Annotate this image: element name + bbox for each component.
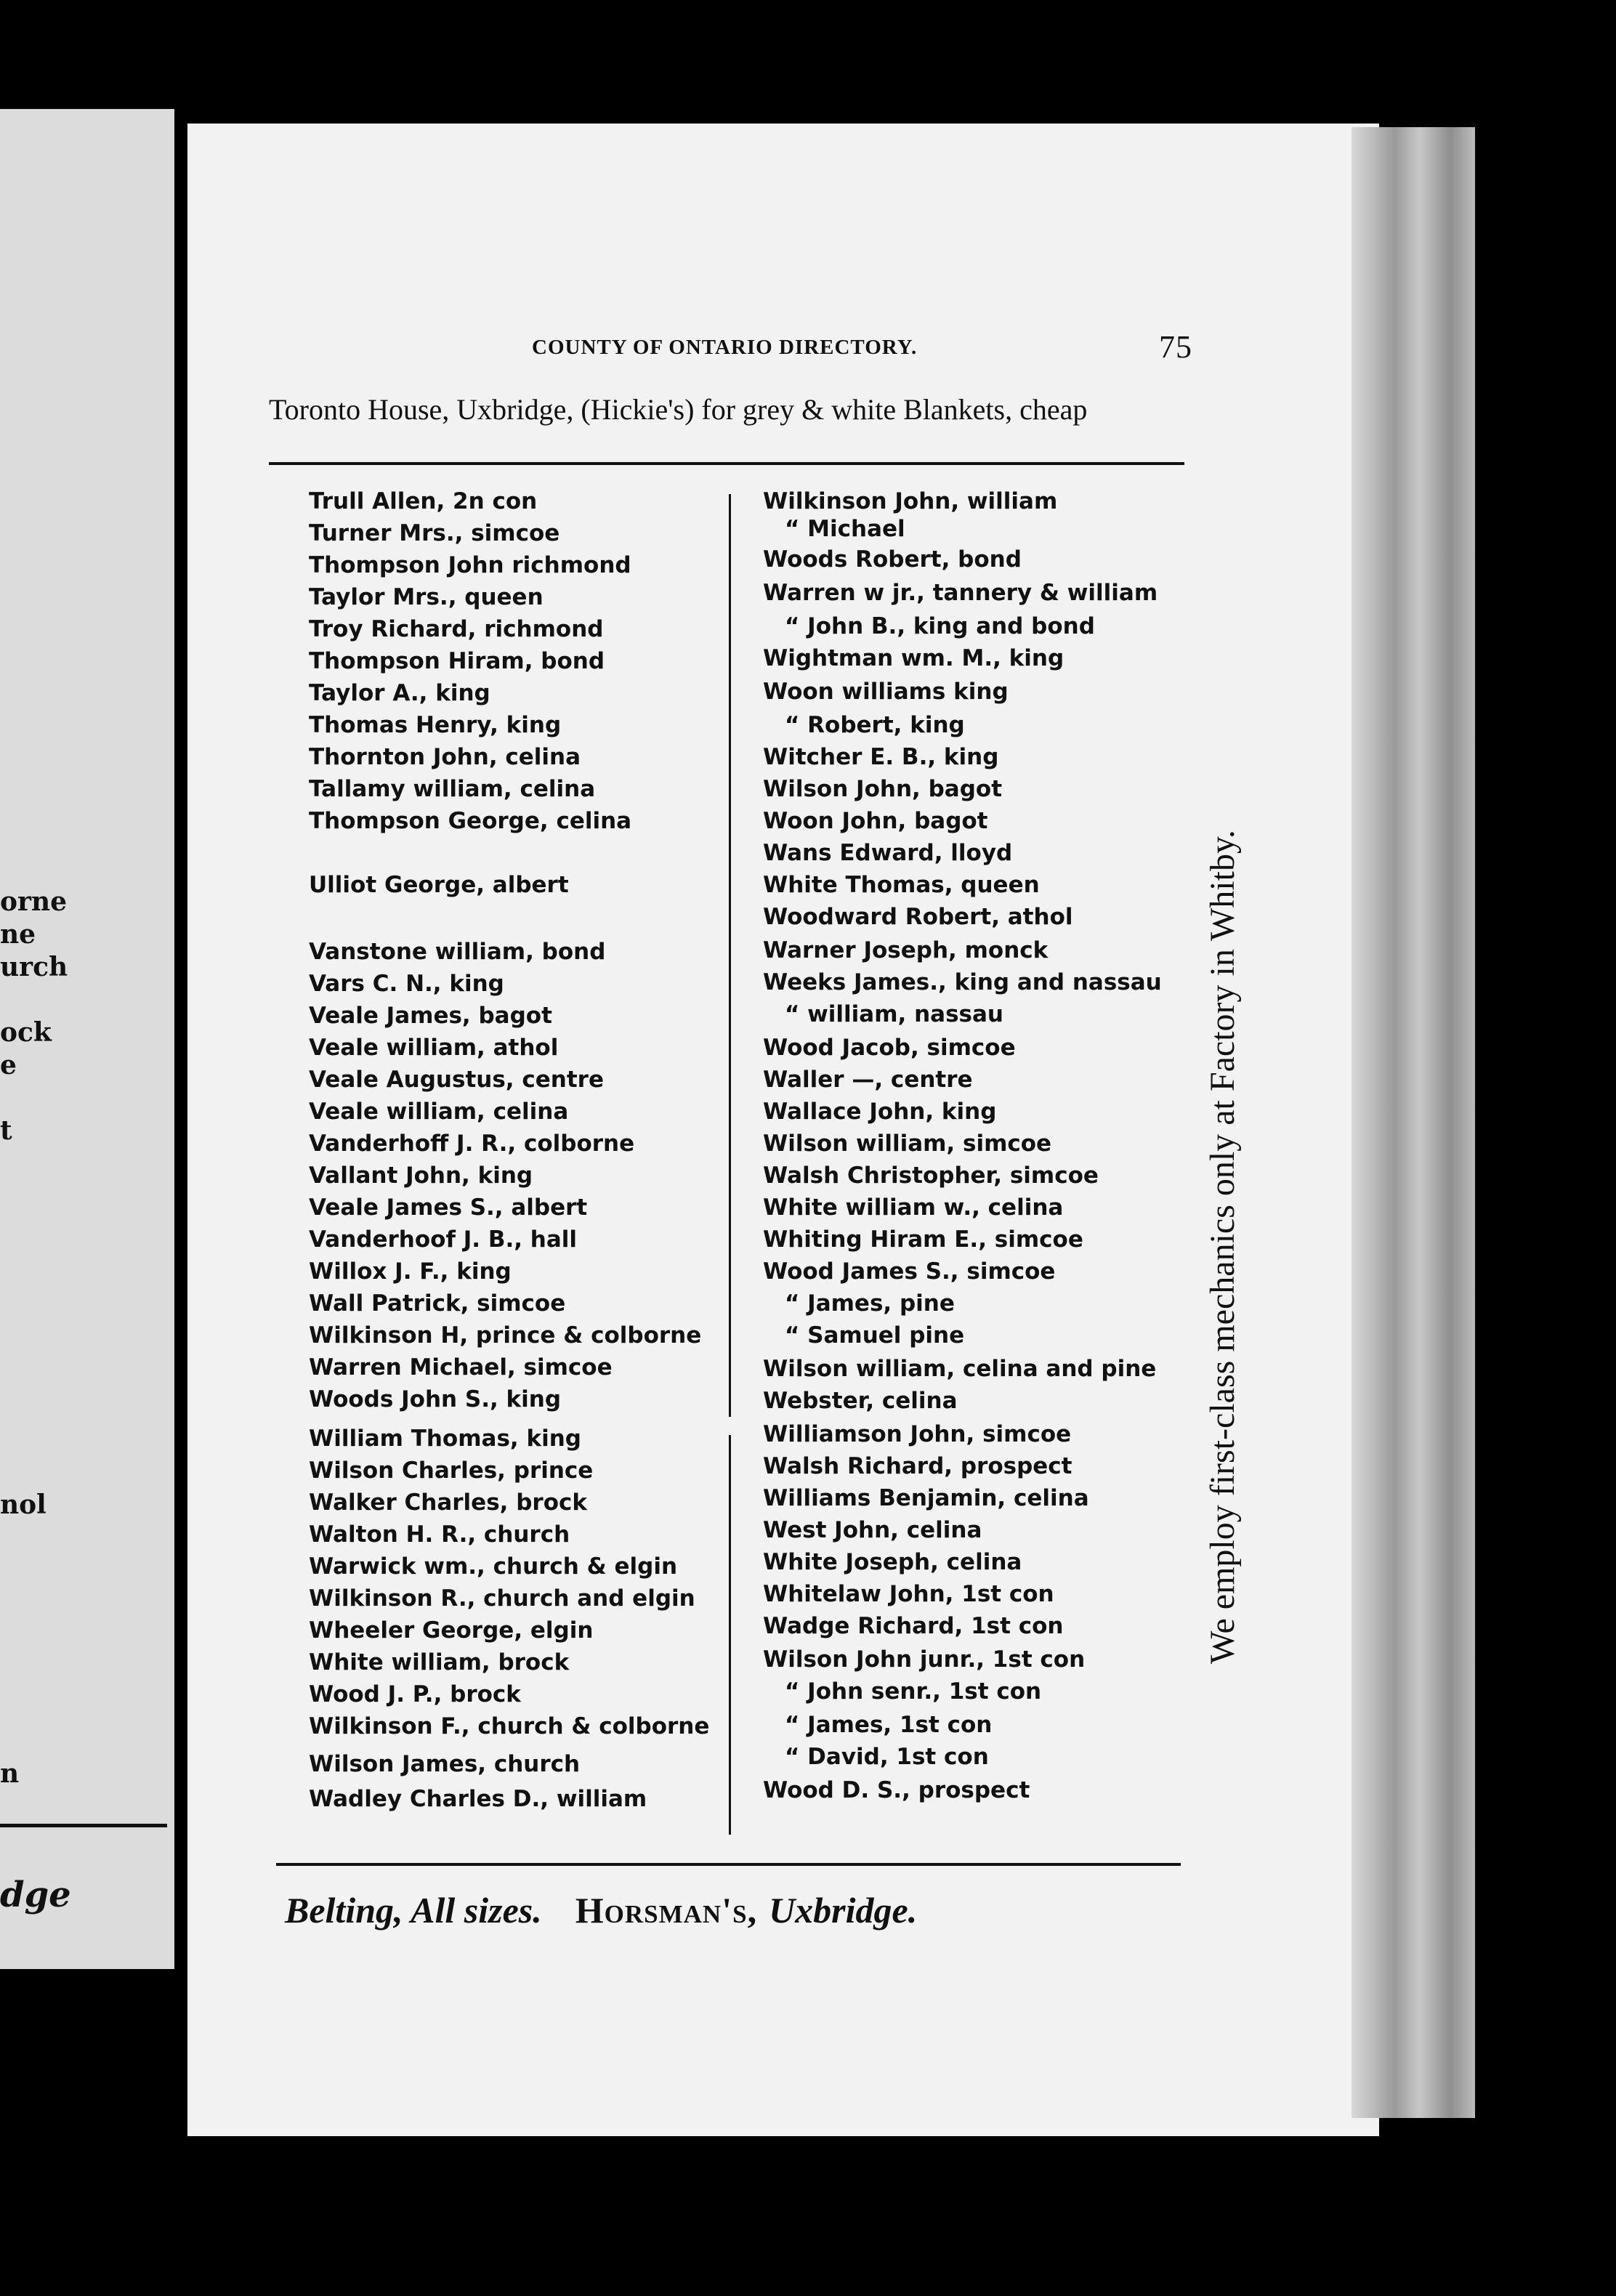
directory-entry: Wilkinson H, prince & colborne [309,1322,702,1349]
page-number: 75 [1159,329,1192,365]
directory-entry: Wilson william, celina and pine [763,1356,1157,1382]
directory-entry: Veale James S., albert [309,1195,588,1221]
directory-entry: Wans Edward, lloyd [763,840,1013,866]
running-title: COUNTY OF ONTARIO DIRECTORY. [532,336,918,359]
directory-entry: Webster, celina [763,1388,958,1414]
directory-entry: Vanderhoff J. R., colborne [309,1131,635,1157]
directory-entry: Taylor Mrs., queen [309,584,544,610]
directory-entry: Walker Charles, brock [309,1489,587,1516]
directory-entry: Wightman wm. M., king [763,645,1064,671]
directory-entry: Wilkinson R., church and elgin [309,1585,695,1612]
directory-entry: Williams Benjamin, celina [763,1485,1089,1511]
directory-entry: Veale william, celina [309,1099,569,1125]
left-page-fragment: nol [0,1489,47,1520]
directory-entry: Wilkinson John, william [763,488,1058,514]
directory-entry: Wadge Richard, 1st con [763,1613,1064,1639]
directory-entry: Woods John S., king [309,1386,562,1412]
directory-entry: Ulliot George, albert [309,872,569,898]
directory-entry: “ Michael [785,516,905,542]
directory-entry: Witcher E. B., king [763,744,999,770]
bottom-ad-town: Uxbridge. [769,1890,918,1931]
left-page-rule [0,1824,167,1827]
directory-entry: Wall Patrick, simcoe [309,1290,566,1317]
directory-entry: William Thomas, king [309,1426,581,1452]
directory-entry: Troy Richard, richmond [309,616,604,642]
directory-entry: “ Samuel pine [785,1322,965,1349]
directory-entry: Whiting Hiram E., simcoe [763,1226,1083,1253]
directory-entry: Willox J. F., king [309,1258,512,1285]
directory-entry: Thompson George, celina [309,808,632,834]
directory-entry: Thompson Hiram, bond [309,648,605,674]
directory-entry: “ John senr., 1st con [785,1678,1042,1705]
directory-entry: “ Robert, king [785,712,965,738]
directory-entry: “ william, nassau [785,1001,1003,1027]
directory-entry: Veale william, athol [309,1035,559,1061]
directory-entry: Veale James, bagot [309,1003,552,1029]
book-spine [1352,127,1475,2118]
directory-entry: Warren w jr., tannery & william [763,580,1158,606]
directory-entry: Wilson John, bagot [763,776,1003,802]
bottom-rule [276,1863,1181,1866]
left-page-fragment: orne [0,886,68,917]
directory-entry: Woodward Robert, athol [763,904,1073,930]
directory-entry: Warwick wm., church & elgin [309,1553,678,1580]
top-rule [269,462,1184,465]
left-page-fragment: ock [0,1017,52,1048]
directory-entry: Thornton John, celina [309,744,581,770]
directory-entry: Woon williams king [763,679,1009,705]
directory-entry: White william w., celina [763,1195,1064,1221]
directory-entry: Whitelaw John, 1st con [763,1581,1054,1607]
directory-entry: Wood J. P., brock [309,1681,521,1707]
directory-entry: Wood D. S., prospect [763,1777,1030,1803]
left-page-fragment: ne [0,919,36,950]
directory-entry: Walton H. R., church [309,1521,570,1548]
directory-entry: “ James, pine [785,1290,955,1317]
directory-entry: Vars C. N., king [309,971,504,997]
directory-entry: Wheeler George, elgin [309,1617,594,1644]
left-page-fragment: e [0,1050,17,1080]
directory-entry: “ John B., king and bond [785,613,1095,639]
directory-entry: Trull Allen, 2n con [309,488,538,514]
left-page-fragment: urch [0,952,68,982]
directory-entry: Weeks James., king and nassau [763,969,1162,995]
directory-entry: Veale Augustus, centre [309,1067,604,1093]
bottom-ad-product: Belting, All sizes. [285,1890,542,1931]
directory-entry: Vanderhoof J. B., hall [309,1226,578,1253]
left-page-fragment: n [0,1758,20,1789]
directory-entry: Wood Jacob, simcoe [763,1035,1016,1061]
directory-entry: Wilson John junr., 1st con [763,1646,1086,1673]
directory-entry: Wilson Charles, prince [309,1458,594,1484]
directory-entry: Warner Joseph, monck [763,937,1049,963]
directory-entry: Wadley Charles D., william [309,1786,647,1812]
directory-entry: Thomas Henry, king [309,712,562,738]
bottom-ad-maker: Horsman's, [575,1890,758,1931]
directory-entry: Woon John, bagot [763,808,988,834]
directory-entry: Wood James S., simcoe [763,1258,1056,1285]
directory-entry: Walsh Christopher, simcoe [763,1163,1099,1189]
directory-entry: Vallant John, king [309,1163,533,1189]
directory-entry: Waller —, centre [763,1067,973,1093]
side-advertisement: We employ first-class mechanics only at Factory in Whitby. [1203,830,1242,1664]
left-page-fragment: dge [0,1875,71,1915]
directory-entry: Tallamy william, celina [309,776,596,802]
directory-entry: Walsh Richard, prospect [763,1453,1072,1479]
directory-entry: West John, celina [763,1517,982,1543]
directory-entry: “ James, 1st con [785,1712,993,1738]
top-advertisement: Toronto House, Uxbridge, (Hickie's) for grey & white Blankets, cheap [269,393,1088,426]
left-page-edge [0,109,174,1969]
directory-entry: White Thomas, queen [763,872,1040,898]
directory-entry: “ David, 1st con [785,1744,989,1770]
left-page-fragment: t [0,1115,12,1146]
directory-entry: Warren Michael, simcoe [309,1354,613,1381]
directory-entry: Woods Robert, bond [763,546,1022,573]
directory-entry: Thompson John richmond [309,552,631,578]
bottom-advertisement [285,1889,917,1931]
directory-entry: Taylor A., king [309,680,490,706]
column-divider [729,1435,731,1835]
directory-entry: Vanstone william, bond [309,939,606,965]
directory-entry: Wilson william, simcoe [763,1131,1052,1157]
directory-entry: Williamson John, simcoe [763,1421,1072,1447]
directory-entry: Wilkinson F., church & colborne [309,1713,710,1739]
directory-entry: White Joseph, celina [763,1549,1022,1575]
column-divider [729,494,731,1417]
directory-entry: Turner Mrs., simcoe [309,520,560,546]
directory-entry: Wallace John, king [763,1099,997,1125]
directory-entry: White william, brock [309,1649,570,1675]
directory-entry: Wilson James, church [309,1751,581,1777]
